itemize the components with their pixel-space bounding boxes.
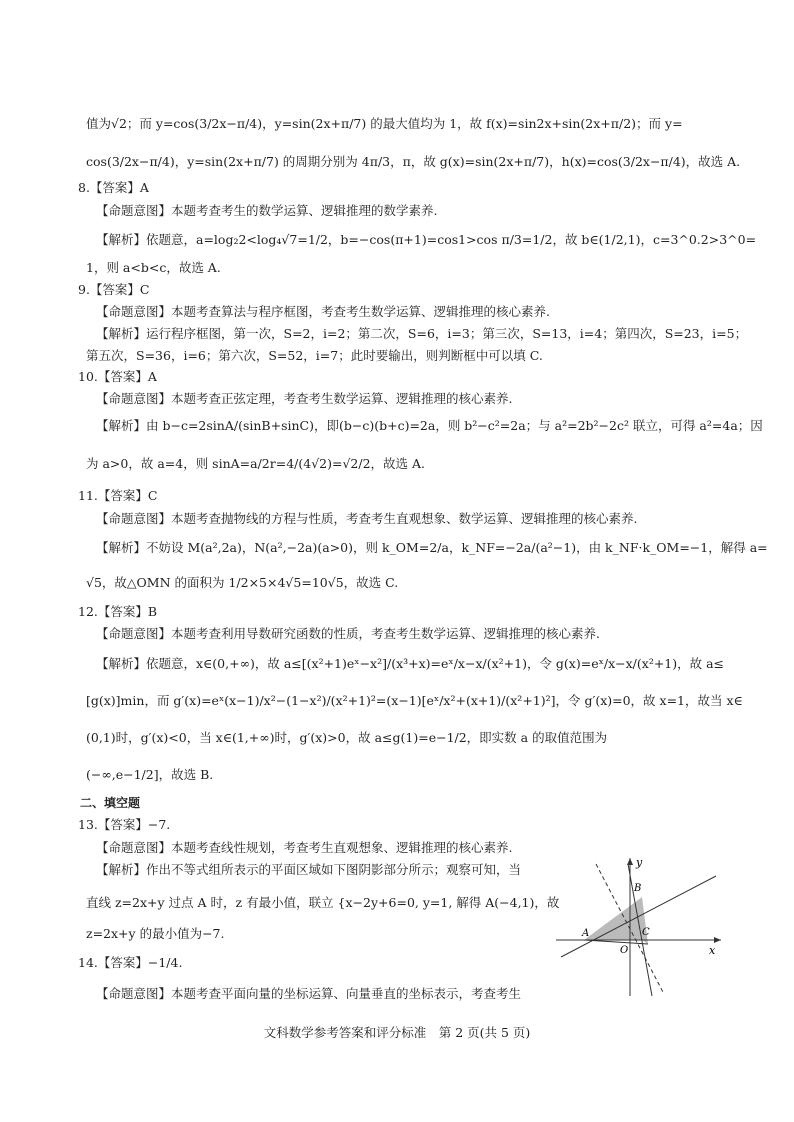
line-ac	[584, 940, 648, 944]
text-line: 【命题意图】本题考查抛物线的方程与性质，考查考生直观想象、数学运算、逻辑推理的核心素养.	[96, 511, 638, 526]
feasible-region-figure	[556, 854, 726, 999]
page-footer: 文科数学参考答案和评分标准 第 2 页(共 5 页)	[263, 1025, 531, 1040]
text-line: 1，则 a<b<c，故选 A.	[86, 260, 221, 275]
text-line: 【解析】由 b−c=2sinA/(sinB+sinC)，即(b−c)(b+c)=2a，则 b²−c²=2a；与 a²=2b²−2c² 联立，可得 a²=4a；因	[96, 418, 763, 433]
text-line: 【命题意图】本题考查算法与程序框图，考查考生数学运算、逻辑推理的核心素养.	[96, 304, 550, 319]
text-line: 【命题意图】本题考查考生的数学运算、逻辑推理的数学素养.	[96, 203, 438, 218]
text-line: cos(3/2x−π/4)，y=sin(2x+π/7) 的周期分别为 4π/3，π，故 g(x)=sin(2x+π/7)，h(x)=cos(3/2x−π/4)，故选 A.	[86, 154, 741, 169]
text-line: 为 a>0，故 a=4，则 sinA=a/2r=4/(4√2)=√2/2，故选 A.	[86, 456, 426, 471]
point-c-label: C	[642, 927, 650, 938]
x-label: x	[709, 944, 716, 957]
y-label: y	[636, 856, 643, 869]
text-line: 【解析】运行程序框图，第一次，S=2，i=2；第二次，S=6，i=3；第三次，S=13，i=4；第四次，S=23，i=5；	[96, 326, 748, 341]
point-b-label: B	[634, 883, 642, 894]
x-axis-arrow	[714, 937, 721, 943]
text-line: 13.【答案】−7.	[78, 817, 171, 832]
text-line: 第五次，S=36，i=6；第六次，S=52，i=7；此时要输出，则判断框中可以填 C.	[86, 348, 543, 363]
text-line: 二、填空题	[80, 796, 141, 810]
point-a-label: A	[582, 928, 590, 939]
text-line: 【解析】依题意，x∈(0,+∞)，故 a≤[(x²+1)eˣ−x²]/(x³+x)=eˣ/x−x/(x²+1)，令 g(x)=eˣ/x−x/(x²+1)，故 a≤	[96, 656, 725, 671]
text-line: 8.【答案】A	[78, 180, 149, 195]
text-line: 直线 z=2x+y 过点 A 时，z 有最小值，联立 {x−2y+6=0, y=1, 解得 A(−4,1)，故	[86, 895, 560, 910]
text-line: 10.【答案】A	[78, 369, 157, 384]
text-line: 12.【答案】B	[78, 604, 158, 619]
text-line: 【命题意图】本题考查正弦定理，考查考生数学运算、逻辑推理的核心素养.	[96, 391, 513, 406]
text-line: 9.【答案】C	[78, 282, 150, 297]
text-line: 14.【答案】−1/4.	[78, 955, 183, 970]
text-line: z=2x+y 的最小值为−7.	[86, 926, 225, 941]
text-line: 【命题意图】本题考查线性规划，考查考生直观想象、逻辑推理的核心素养.	[96, 840, 513, 855]
y-axis-arrow	[627, 858, 633, 865]
text-line: 11.【答案】C	[78, 488, 158, 503]
text-line: 【解析】依题意，a=log₂2<log₄√7=1/2，b=−cos(π+1)=cos1>cos π/3=1/2，故 b∈(1/2,1)，c=3^0.2>3^0=	[96, 232, 757, 247]
text-line: 【命题意图】本题考查利用导数研究函数的性质，考查考生数学运算、逻辑推理的核心素养.	[96, 626, 600, 641]
text-line: (0,1)时，g′(x)<0，当 x∈(1,+∞)时，g′(x)>0，故 a≤g(1)=e−1/2，即实数 a 的取值范围为	[86, 730, 608, 745]
text-line: 值为√2；而 y=cos(3/2x−π/4)，y=sin(2x+π/7) 的最大值均为 1，故 f(x)=sin2x+sin(2x+π/2)；而 y=	[86, 116, 683, 131]
text-line: 【解析】不妨设 M(a²,2a)，N(a²,−2a)(a>0)，则 k_OM=2/a，k_NF=−2a/(a²−1)，由 k_NF·k_OM=−1，解得 a=	[96, 540, 768, 555]
text-line: 【命题意图】本题考查平面向量的坐标运算、向量垂直的坐标表示，考查考生	[96, 986, 522, 1001]
text-line: [g(x)]min，而 g′(x)=eˣ(x−1)/x²−(1−x²)/(x²+1)²=(x−1)[eˣ/x²+(x+1)/(x²+1)²]，令 g′(x)=0，故 x=1，故当 x∈	[86, 693, 743, 708]
text-line: 【解析】作出不等式组所表示的平面区域如下图阴影部分所示；观察可知，当	[96, 862, 522, 877]
text-line: √5，故△OMN 的面积为 1/2×5×4√5=10√5，故选 C.	[86, 575, 399, 590]
origin-label: O	[620, 945, 629, 956]
text-line: (−∞,e−1/2]，故选 B.	[86, 767, 214, 782]
